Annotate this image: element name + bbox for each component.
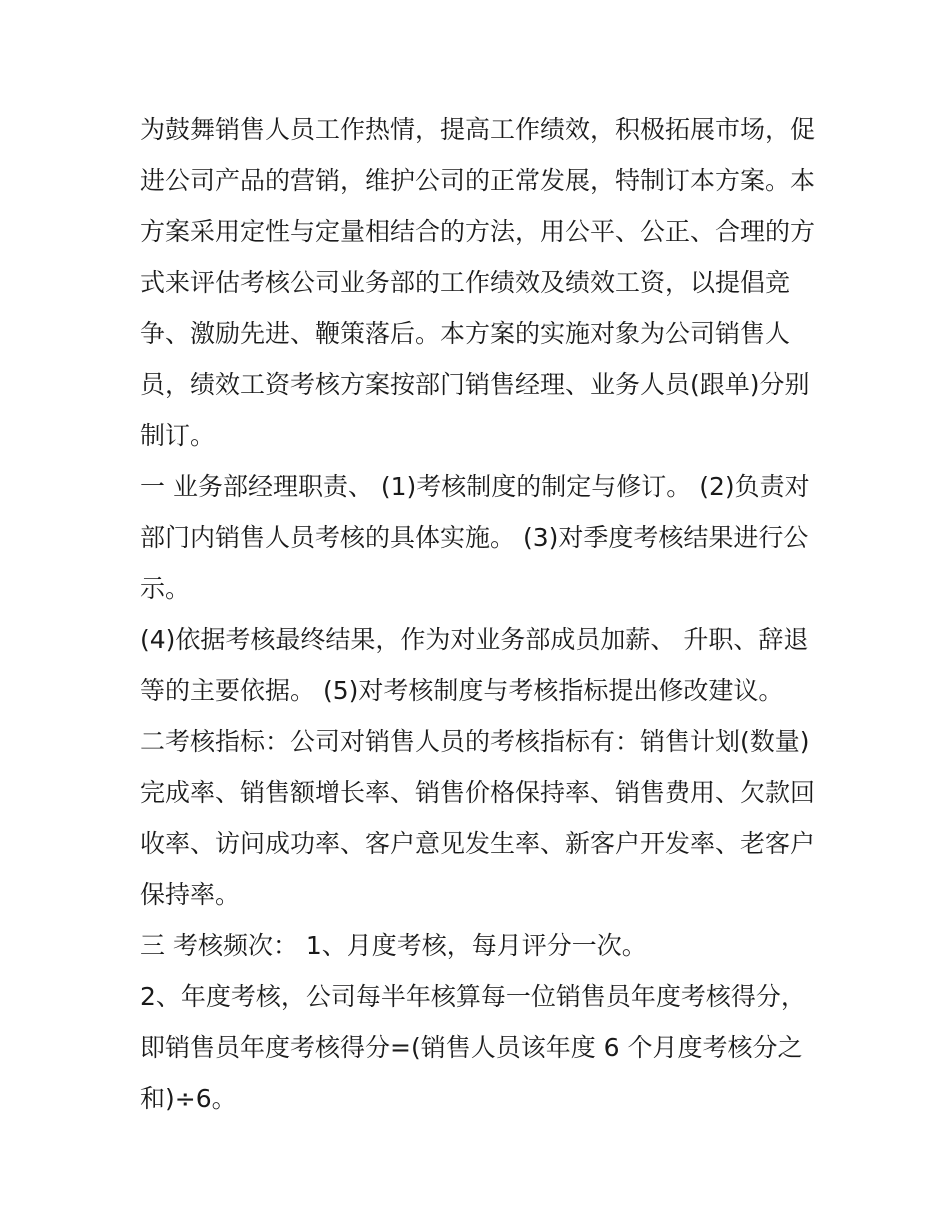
text-line: 进公司产品的营销，维护公司的正常发展，特制订本方案。本 bbox=[140, 166, 816, 195]
text-line: 方案采用定性与定量相结合的方法，用公平、公正、合理的方 bbox=[140, 217, 816, 246]
text-line: 即销售员年度考核得分=(销售人员该年度 6 个月度考核分之 bbox=[140, 1033, 803, 1062]
text-line: 2、年度考核，公司每半年核算每一位销售员年度考核得分， bbox=[140, 982, 806, 1011]
text-line: 员，绩效工资考核方案按部门销售经理、业务人员(跟单)分别 bbox=[140, 370, 810, 399]
text-line: 争、激励先进、鞭策落后。本方案的实施对象为公司销售人 bbox=[140, 319, 791, 348]
text-line: 三 考核频次： 1、月度考核，每月评分一次。 bbox=[140, 931, 647, 960]
text-line: 收率、访问成功率、客户意见发生率、新客户开发率、老客户 bbox=[140, 829, 816, 858]
text-line: 式来评估考核公司业务部的工作绩效及绩效工资，以提倡竞 bbox=[140, 268, 791, 297]
text-line: 示。 bbox=[140, 574, 191, 603]
text-line: 完成率、销售额增长率、销售价格保持率、销售费用、欠款回 bbox=[140, 778, 816, 807]
text-line: 制订。 bbox=[140, 421, 216, 450]
text-line: 为鼓舞销售人员工作热情，提高工作绩效，积极拓展市场，促 bbox=[140, 115, 816, 144]
text-line: 一 业务部经理职责、 (1)考核制度的制定与修订。 (2)负责对 bbox=[140, 472, 810, 501]
text-line: 等的主要依据。 (5)对考核制度与考核指标提出修改建议。 bbox=[140, 676, 784, 705]
document-body bbox=[140, 104, 820, 1124]
text-line: (4)依据考核最终结果，作为对业务部成员加薪、 升职、辞退 bbox=[140, 625, 809, 654]
text-line: 二考核指标：公司对销售人员的考核指标有：销售计划(数量) bbox=[140, 727, 810, 756]
text-line: 保持率。 bbox=[140, 880, 241, 909]
text-line: 和)÷6。 bbox=[140, 1084, 237, 1113]
text-line: 部门内销售人员考核的具体实施。 (3)对季度考核结果进行公 bbox=[140, 523, 809, 552]
